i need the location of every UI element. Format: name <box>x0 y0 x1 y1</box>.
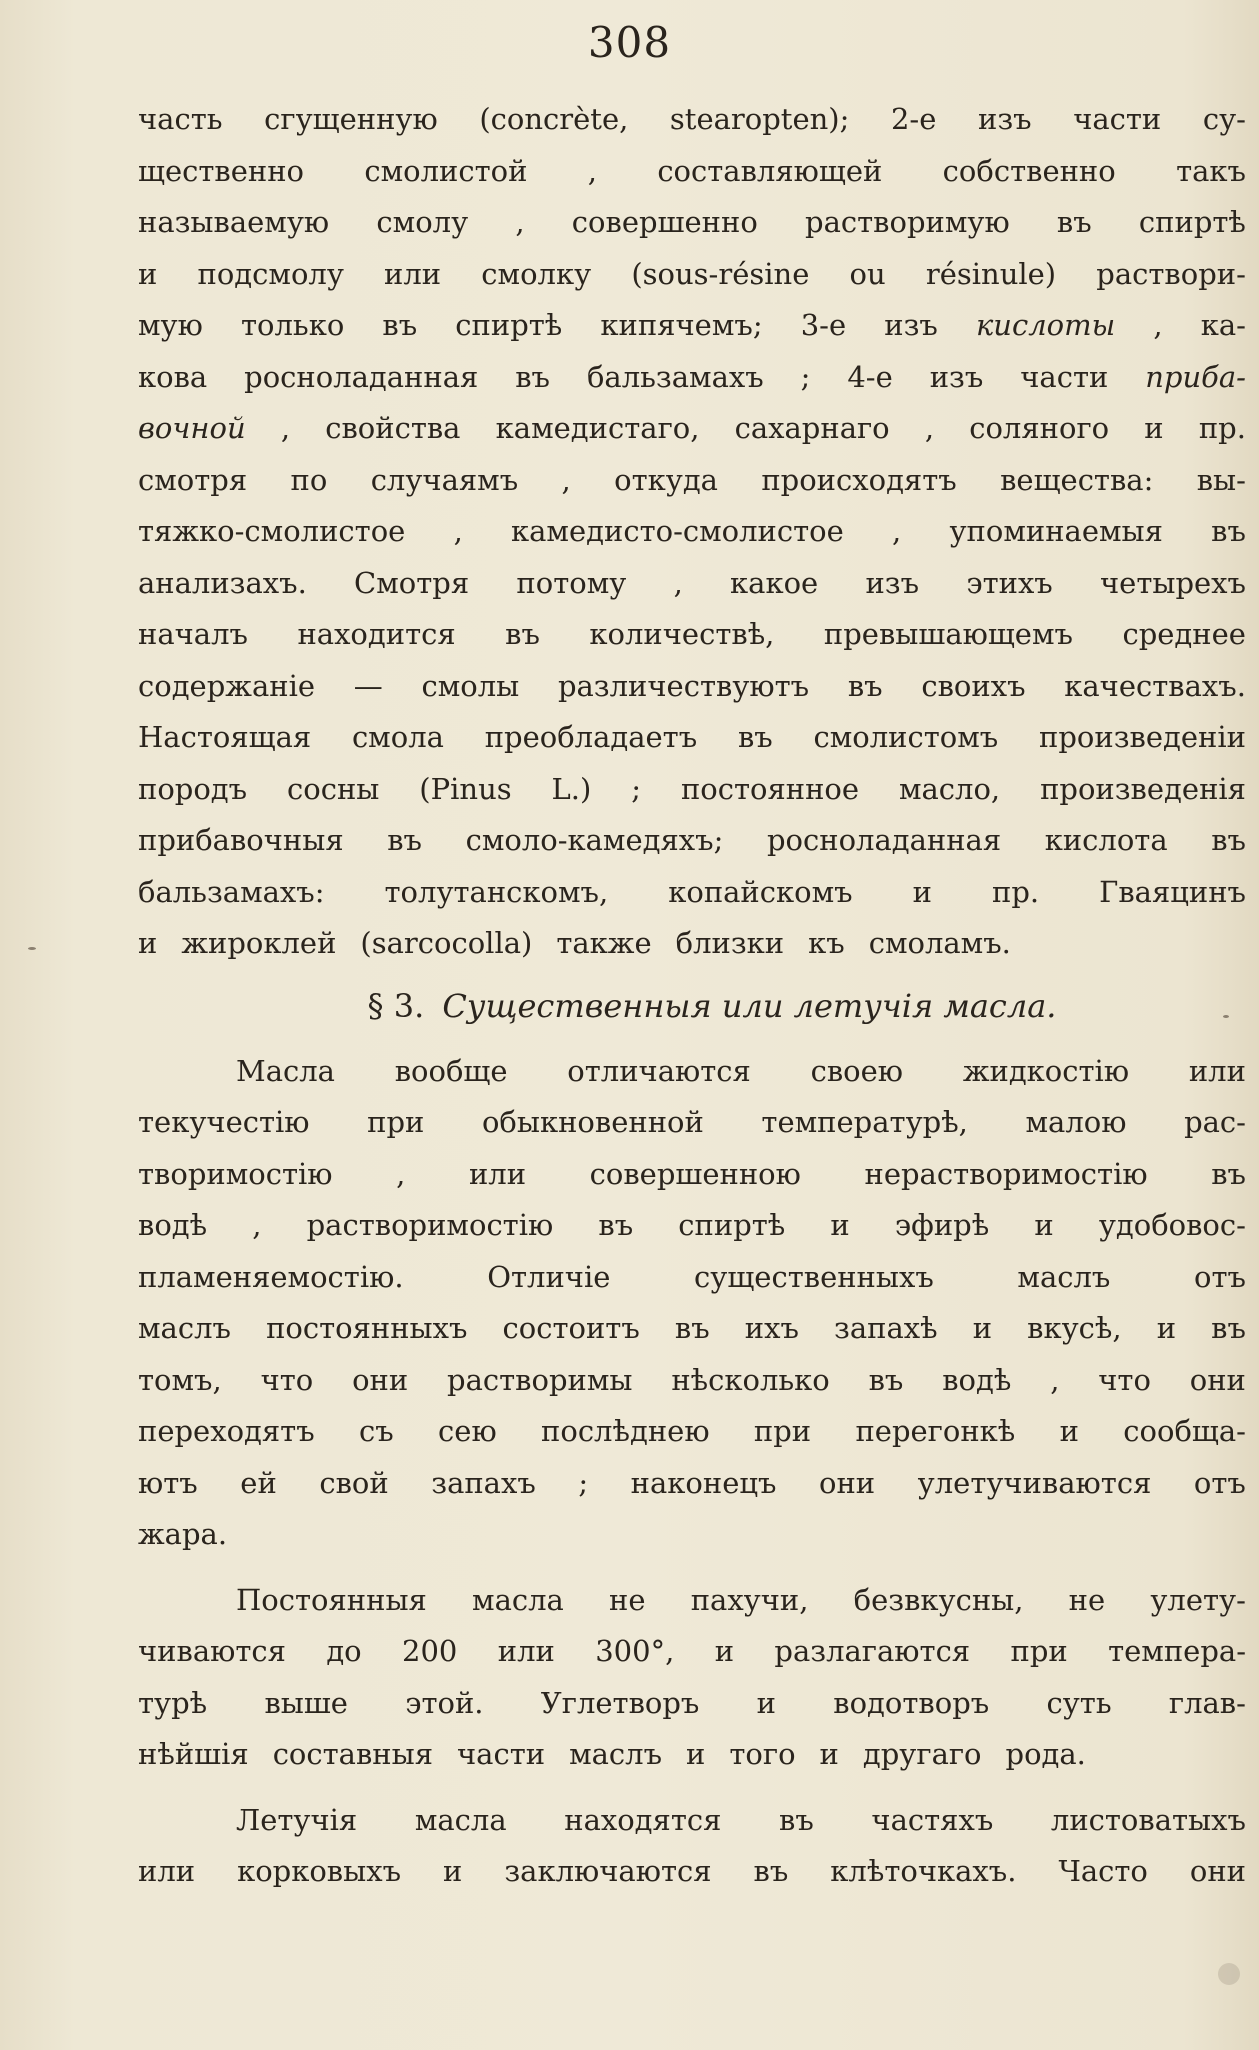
word: близки <box>675 926 785 960</box>
word: своихъ <box>921 668 1026 703</box>
word: или <box>468 1156 527 1191</box>
word: такъ <box>1176 153 1246 188</box>
text-line <box>138 94 1246 146</box>
word: ; <box>631 771 642 806</box>
text-line <box>138 1575 1246 1627</box>
word: породъ <box>138 771 248 806</box>
word: тяжко-смолистое <box>138 514 406 548</box>
word: они <box>352 1362 409 1397</box>
word: также <box>556 926 652 960</box>
word: маслъ <box>569 1737 663 1771</box>
word: , <box>924 411 935 445</box>
page-number: 308 <box>587 18 672 67</box>
word: ей <box>240 1465 277 1500</box>
word: пламеняемостію. <box>138 1259 404 1294</box>
word: при <box>1010 1634 1068 1668</box>
word: пр. <box>991 874 1040 909</box>
word: , <box>252 1208 262 1242</box>
word: въ <box>674 1311 710 1345</box>
word: и <box>756 1685 776 1720</box>
word: или <box>138 1854 196 1888</box>
word: свойства <box>325 411 461 445</box>
word: 2-е <box>890 102 937 136</box>
word: собственно <box>942 153 1116 188</box>
word: въ <box>1211 1156 1246 1191</box>
word: stearopten); <box>669 102 850 136</box>
word: вы- <box>1196 462 1246 497</box>
text-line <box>138 1303 1246 1355</box>
word: и <box>138 926 158 960</box>
word: совершенно <box>571 205 758 239</box>
word: су- <box>1202 102 1246 136</box>
word: водотворъ <box>833 1685 990 1720</box>
word: жара. <box>138 1517 228 1551</box>
word: нѣсколько <box>671 1362 830 1397</box>
word: ка- <box>1200 308 1246 342</box>
word: этихъ <box>966 565 1053 600</box>
section-title: Существенныя или летучія масла. <box>442 986 1057 1025</box>
word: Настоящая <box>138 720 312 754</box>
word: водѣ <box>942 1362 1012 1397</box>
word: Постоянныя <box>236 1582 427 1617</box>
paragraph-fixed-oils <box>138 1575 1246 1781</box>
word: ; <box>800 359 811 394</box>
word: сосны <box>287 771 380 806</box>
text-line <box>138 249 1246 301</box>
word: и <box>138 256 158 291</box>
word: клѣточкахъ. <box>830 1854 1017 1888</box>
word: малою <box>1025 1105 1127 1139</box>
text-line <box>138 712 1246 764</box>
word: состоитъ <box>502 1311 640 1345</box>
word: содержаніе <box>138 668 316 703</box>
word: растворимостію <box>306 1208 554 1242</box>
text-line <box>138 1846 1246 1898</box>
text-line <box>138 197 1246 249</box>
word: , <box>1153 308 1163 342</box>
word: творимостію <box>138 1156 333 1191</box>
word: , <box>587 153 597 188</box>
text-line <box>138 661 1246 713</box>
word: мую <box>138 308 203 342</box>
word: составныя <box>272 1737 433 1771</box>
word: произведеніи <box>1039 720 1246 754</box>
word: постоянное <box>680 771 860 806</box>
word: (sous-résine <box>631 256 810 291</box>
word: смолку <box>481 256 592 291</box>
word: они <box>819 1465 876 1500</box>
word: и <box>972 1311 993 1345</box>
word: этой. <box>405 1685 484 1720</box>
word: 4-е <box>847 359 893 394</box>
word: существенныхъ <box>694 1259 934 1294</box>
word: различествуютъ <box>557 668 810 703</box>
word: раствори- <box>1096 256 1246 291</box>
word: и <box>686 1737 706 1771</box>
word: растворимую <box>805 205 1010 239</box>
word: росноладанная <box>766 823 1002 857</box>
word: четырехъ <box>1100 565 1246 600</box>
word: Гваяцинъ <box>1099 874 1246 909</box>
word: и <box>1059 1414 1079 1448</box>
word: запахъ <box>431 1465 536 1500</box>
word: и <box>830 1208 850 1242</box>
word: откуда <box>614 462 718 497</box>
word: наконецъ <box>630 1465 777 1500</box>
section-heading <box>138 970 1246 1046</box>
word: смолистомъ <box>813 720 999 754</box>
word: кислоты <box>975 308 1116 342</box>
word: Летучія <box>236 1802 358 1837</box>
word: спиртѣ <box>1138 205 1246 239</box>
word: масло, <box>898 771 1001 806</box>
word: заключаются <box>504 1854 712 1888</box>
word: 200 <box>402 1634 458 1668</box>
word: въ <box>515 359 551 394</box>
word: , <box>561 462 571 497</box>
word: часть <box>138 102 223 136</box>
word: (Pinus <box>419 771 512 806</box>
word: рода. <box>1005 1737 1086 1771</box>
word: бальзамахъ <box>586 359 764 394</box>
word: упоминаемыя <box>949 514 1163 548</box>
word: корковыхъ <box>237 1854 402 1888</box>
text-line <box>138 1729 1246 1781</box>
text-line <box>138 764 1246 816</box>
word: въ <box>1211 823 1246 857</box>
word: , <box>1050 1362 1060 1397</box>
word: что <box>260 1362 314 1397</box>
text-line <box>138 1626 1246 1678</box>
word: находятся <box>564 1802 722 1837</box>
word: ou <box>849 256 886 291</box>
word: , <box>892 514 902 548</box>
word: въ <box>847 668 883 703</box>
word: преобладаетъ <box>484 720 698 754</box>
word: не <box>609 1582 646 1617</box>
word: качествахъ. <box>1064 668 1246 703</box>
word: камедистаго, <box>495 411 700 445</box>
word: того <box>729 1737 796 1771</box>
word: смотря <box>138 462 248 497</box>
text-line <box>138 867 1246 919</box>
word: въ <box>598 1208 634 1242</box>
word: рас- <box>1184 1105 1246 1139</box>
text-line <box>138 558 1246 610</box>
text-line <box>138 146 1246 198</box>
word: чиваются <box>138 1634 286 1668</box>
word: соляного <box>969 411 1110 445</box>
text-line <box>138 300 1246 352</box>
word: свой <box>319 1465 389 1500</box>
word: отъ <box>1194 1259 1246 1294</box>
word: переходятъ <box>138 1414 315 1448</box>
word: частяхъ <box>871 1802 994 1837</box>
word: случаямъ <box>370 462 519 497</box>
word: сахарнаго <box>734 411 890 445</box>
word: улету- <box>1150 1582 1246 1617</box>
word: произведенія <box>1040 771 1246 806</box>
text-line <box>138 1097 1246 1149</box>
paragraph-oils-general <box>138 1046 1246 1561</box>
word: въ <box>1211 1311 1246 1345</box>
word: части <box>1073 102 1162 136</box>
word: въ <box>382 308 418 342</box>
word: съ <box>359 1414 394 1448</box>
word: вочной <box>138 411 246 445</box>
paragraph-volatile-oils <box>138 1795 1246 1898</box>
text-line <box>138 1509 1246 1561</box>
text-line <box>138 1458 1246 1510</box>
text-line <box>138 1200 1246 1252</box>
word: и <box>443 1854 463 1888</box>
word: какое <box>730 565 819 600</box>
word: температурѣ, <box>761 1105 968 1139</box>
paragraph-resins <box>138 94 1246 970</box>
word: масла <box>414 1802 507 1837</box>
word: листоватыхъ <box>1050 1802 1246 1837</box>
word: по <box>290 462 328 497</box>
word: разлагаются <box>774 1634 971 1668</box>
word: или <box>384 256 442 291</box>
word: щественно <box>138 153 305 188</box>
word: смолу <box>376 205 469 239</box>
word: смолистой <box>364 153 528 188</box>
word: отъ <box>1193 1465 1246 1500</box>
text-line <box>138 918 1246 970</box>
word: въ <box>387 823 422 857</box>
word: среднее <box>1122 617 1246 651</box>
word: росноладанная <box>244 359 479 394</box>
word: приба- <box>1145 359 1246 394</box>
word: , <box>396 1156 406 1191</box>
word: запахѣ <box>834 1311 938 1345</box>
word: прибавочныя <box>138 823 344 857</box>
text-line <box>138 352 1246 404</box>
word: части <box>1020 359 1109 394</box>
section-number: § 3. <box>367 986 425 1025</box>
word: части <box>457 1737 546 1771</box>
word: кислота <box>1044 823 1168 857</box>
word: и <box>1034 1208 1054 1242</box>
word: темпера- <box>1108 1634 1246 1668</box>
word: ютъ <box>138 1465 198 1500</box>
word: находится <box>297 617 456 651</box>
word: маслъ <box>1017 1259 1111 1294</box>
word: выше <box>264 1685 348 1720</box>
word: , <box>280 411 291 445</box>
word: изъ <box>929 359 984 394</box>
word: смолы <box>421 668 520 703</box>
word: Углетворъ <box>540 1685 700 1720</box>
word: количествѣ, <box>589 617 775 651</box>
word: и <box>1156 1311 1177 1345</box>
word: началъ <box>138 617 248 651</box>
word: турѣ <box>138 1685 208 1720</box>
word: изъ <box>884 308 938 342</box>
text-line <box>138 1678 1246 1730</box>
word: сообща- <box>1123 1414 1246 1448</box>
word: и <box>714 1634 735 1668</box>
word: пахучи, <box>690 1582 809 1617</box>
word: въ <box>868 1362 904 1397</box>
word: и <box>912 874 932 909</box>
word: томъ, <box>138 1362 222 1397</box>
word: — <box>353 668 383 703</box>
word: , <box>453 514 463 548</box>
word: résinule) <box>925 256 1057 291</box>
word: при <box>367 1105 425 1139</box>
word: копайскомъ <box>668 874 853 909</box>
word: 300°, <box>595 1634 675 1668</box>
word: ихъ <box>744 1311 799 1345</box>
word: кова <box>138 359 208 394</box>
word: нѣйшія <box>138 1737 249 1771</box>
word: нерастворимостію <box>864 1156 1148 1191</box>
word: анализахъ. <box>138 565 307 600</box>
word: изъ <box>865 565 920 600</box>
word: обыкновенной <box>481 1105 704 1139</box>
word: растворимы <box>447 1362 633 1397</box>
word: глав- <box>1168 1685 1246 1720</box>
word: масла <box>472 1582 564 1617</box>
word: сгущенную <box>264 102 438 136</box>
word: и <box>819 1737 839 1771</box>
text-line <box>138 609 1246 661</box>
word: суть <box>1046 1685 1112 1720</box>
word: Масла <box>236 1053 335 1088</box>
word: смоламъ. <box>868 926 1011 960</box>
text-line <box>138 1252 1246 1304</box>
page-text <box>138 94 1246 1898</box>
word: пр. <box>1198 411 1246 445</box>
word: что <box>1098 1362 1151 1397</box>
word: въ <box>779 1802 814 1837</box>
word: кипячемъ; <box>600 308 763 342</box>
word: въ <box>737 720 773 754</box>
word: спиртѣ <box>455 308 563 342</box>
word: толутанскомъ, <box>384 874 609 909</box>
word: они <box>1189 1362 1246 1397</box>
word: совершенною <box>589 1156 801 1191</box>
text-line <box>138 1406 1246 1458</box>
word: водѣ <box>138 1208 208 1242</box>
word: вещества: <box>1000 462 1154 497</box>
word: (sarcocolla) <box>360 926 533 960</box>
word: эфирѣ <box>894 1208 990 1242</box>
word: не <box>1068 1582 1106 1617</box>
word: удобовос- <box>1098 1208 1246 1242</box>
word: къ <box>808 926 845 960</box>
word: вообще <box>394 1053 508 1088</box>
word: маслъ <box>138 1311 231 1345</box>
word: спиртѣ <box>678 1208 786 1242</box>
word: смола <box>351 720 444 754</box>
word: въ <box>753 1854 789 1888</box>
text-line <box>138 1046 1246 1098</box>
word: другаго <box>862 1737 982 1771</box>
word: своею <box>810 1053 904 1088</box>
word: они <box>1189 1854 1246 1888</box>
text-line <box>138 506 1246 558</box>
word: перегонкѣ <box>855 1414 1016 1448</box>
word: составляющей <box>657 153 883 188</box>
text-line <box>138 403 1246 455</box>
word: превышающемъ <box>823 617 1073 651</box>
word: въ <box>1211 514 1246 548</box>
word: вкусѣ, <box>1027 1311 1122 1345</box>
word: ; <box>578 1465 589 1500</box>
word: L.) <box>551 771 592 806</box>
word: , <box>673 565 683 600</box>
word: улетучиваются <box>917 1465 1152 1500</box>
word: потому <box>516 565 627 600</box>
text-line <box>138 1795 1246 1847</box>
word: изъ <box>977 102 1032 136</box>
word: безвкусны, <box>853 1582 1024 1617</box>
word: только <box>240 308 345 342</box>
text-line <box>138 815 1246 867</box>
word: подсмолу <box>197 256 344 291</box>
word: камедисто-смолистое <box>511 514 844 548</box>
word: жироклей <box>181 926 337 960</box>
word: или <box>497 1634 555 1668</box>
text-line <box>138 1355 1246 1407</box>
word: бальзамахъ: <box>138 874 325 909</box>
word: въ <box>1056 205 1092 239</box>
word: смоло-камедяхъ; <box>465 823 724 857</box>
word: текучестію <box>138 1105 310 1139</box>
word: называемую <box>138 205 330 239</box>
word: при <box>753 1414 812 1448</box>
word: (concrète, <box>479 102 629 136</box>
word: сею <box>438 1414 497 1448</box>
word: Смотря <box>354 565 470 600</box>
word: или <box>1188 1053 1246 1088</box>
word: и <box>1144 411 1164 445</box>
word: , <box>515 205 525 239</box>
word: отличаются <box>567 1053 751 1088</box>
word: Отличіе <box>487 1259 611 1294</box>
word: въ <box>505 617 540 651</box>
word: жидкостію <box>962 1053 1130 1088</box>
word: Часто <box>1058 1854 1148 1888</box>
word: постоянныхъ <box>266 1311 468 1345</box>
word: происходятъ <box>761 462 957 497</box>
word: 3-е <box>800 308 847 342</box>
text-line <box>138 1149 1246 1201</box>
word: послѣднею <box>541 1414 710 1448</box>
word: до <box>326 1634 362 1668</box>
text-line <box>138 455 1246 507</box>
